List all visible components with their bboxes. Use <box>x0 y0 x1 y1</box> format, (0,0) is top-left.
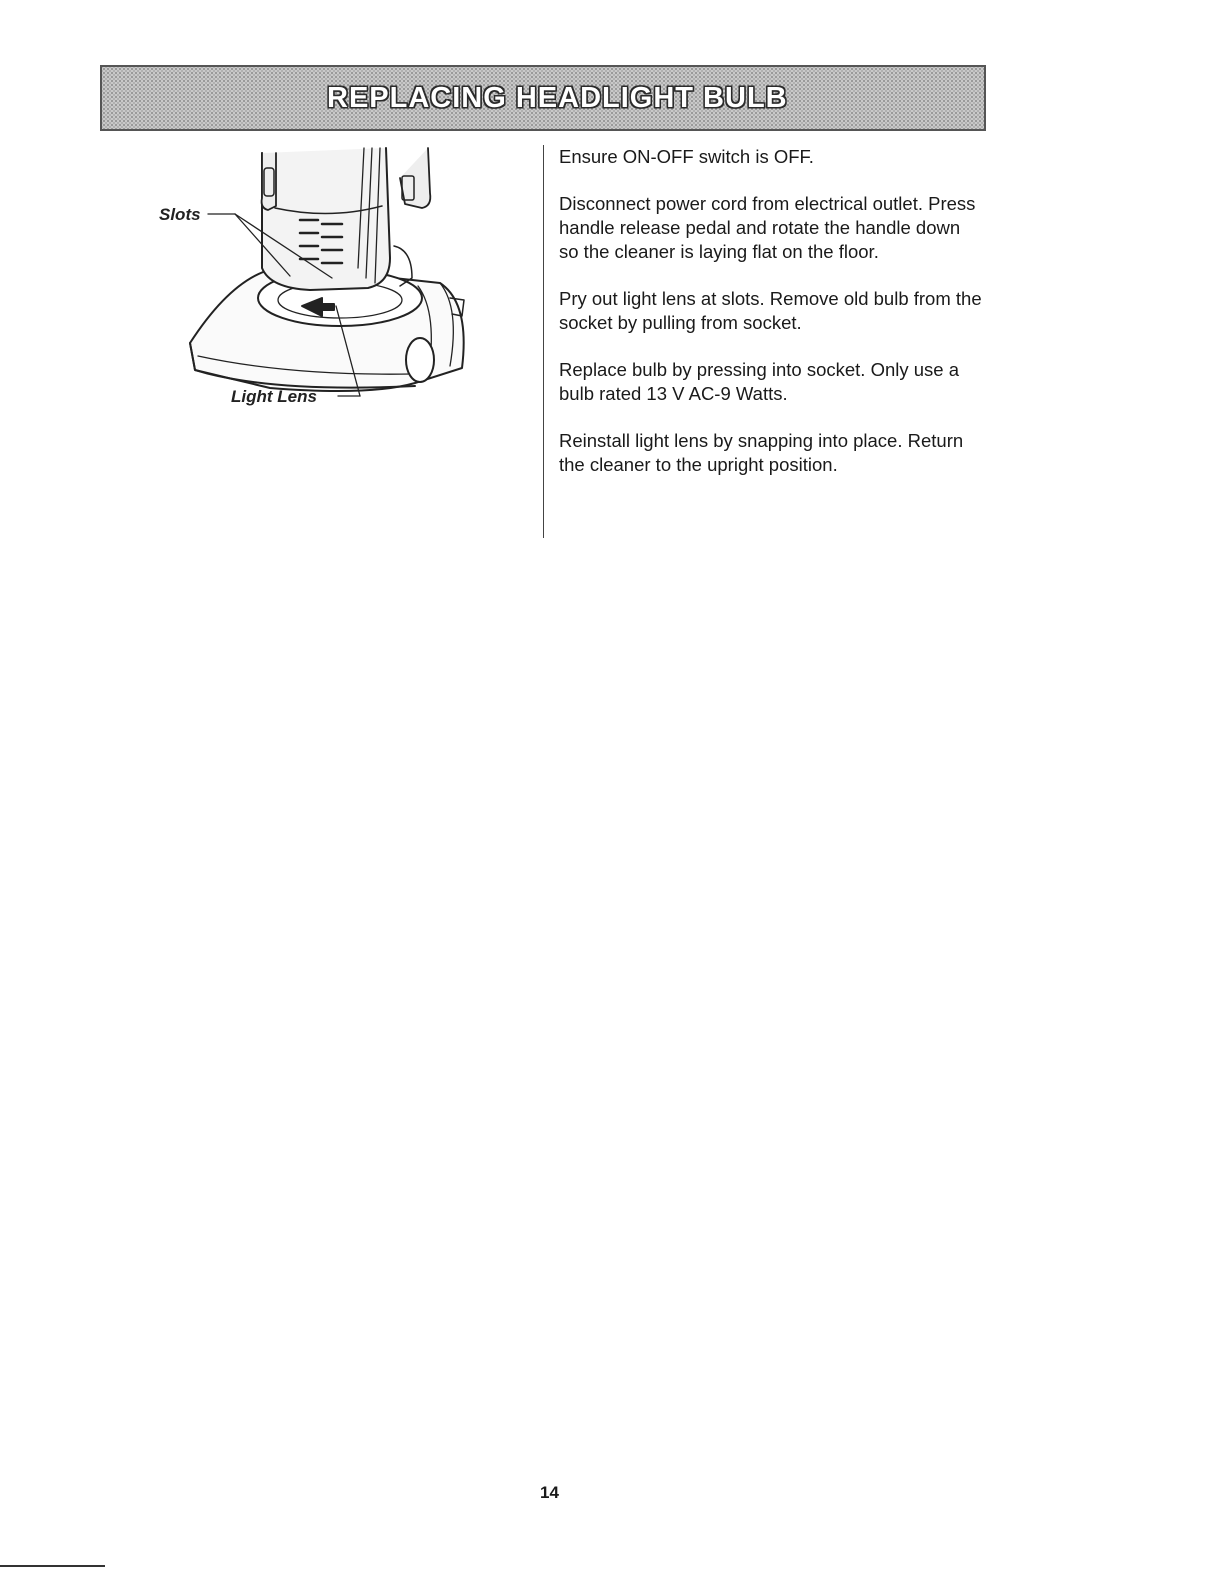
instruction-step: Disconnect power cord from electrical outlet. Press handle release pedal and rotate the handle down so the cleaner is laying flat on the floor. <box>559 193 976 262</box>
column-divider <box>543 145 544 538</box>
instruction-step: Replace bulb by pressing into socket. Only use a bulb rated 13 V AC-9 Watts. <box>559 359 960 404</box>
instruction-step: Reinstall light lens by snapping into place. Return the cleaner to the upright position. <box>559 430 964 475</box>
cord-hook <box>400 148 430 208</box>
page-number: 14 <box>540 1483 559 1502</box>
section-title: REPLACING HEADLIGHT BULB <box>327 81 788 114</box>
footer-rule <box>0 1565 105 1567</box>
light-lens-label: Light Lens <box>231 387 317 406</box>
slots-label: Slots <box>159 205 201 224</box>
instruction-step: Ensure ON-OFF switch is OFF. <box>559 146 814 167</box>
vacuum-cleaner-illustration <box>150 138 490 428</box>
wheel <box>406 338 434 382</box>
instruction-steps <box>559 145 984 500</box>
section-header-banner <box>100 65 986 131</box>
instruction-step: Pry out light lens at slots. Remove old bulb from the socket by pulling from socket. <box>559 288 982 333</box>
